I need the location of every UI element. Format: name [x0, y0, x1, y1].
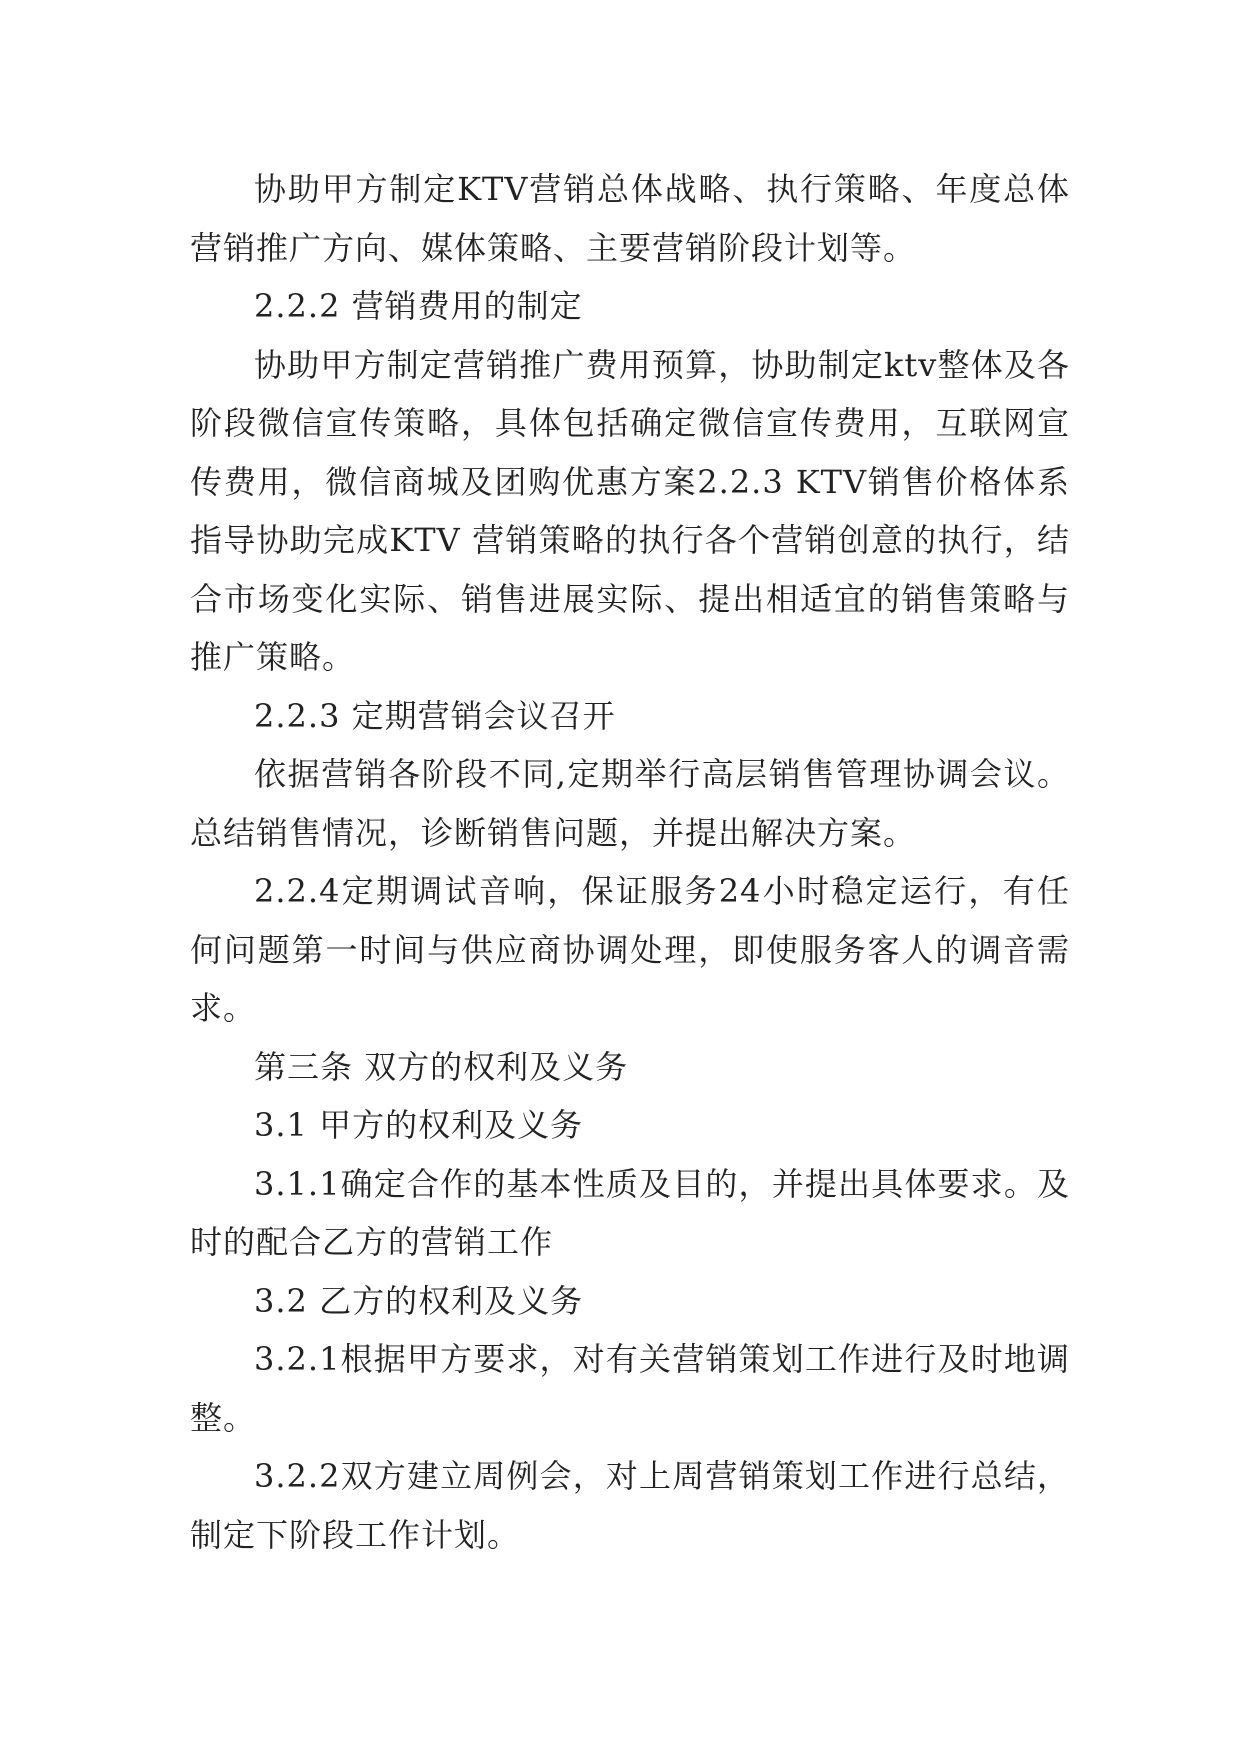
paragraph-meetings: 依据营销各阶段不同,定期举行高层销售管理协调会议。总结销售情况，诊断销售问题，并提出解决方案。	[190, 755, 1070, 852]
heading-3-2: 3.2 乙方的权利及义务	[254, 1281, 584, 1320]
heading-article-3: 第三条 双方的权利及义务	[254, 1047, 629, 1086]
heading-2-2-2: 2.2.2 营销费用的制定	[254, 287, 583, 325]
heading-3-1: 3.1 甲方的权利及义务	[254, 1106, 584, 1144]
paragraph-3-2-1: 3.2.1根据甲方要求，对有关营销策划工作进行及时地调整。	[190, 1340, 1070, 1437]
document-body	[190, 160, 1070, 1564]
paragraph-2-2-4: 2.2.4定期调试音响，保证服务24小时稳定运行，有任何问题第一时间与供应商协调处理，即使服务客人的调音需求。	[190, 872, 1070, 1027]
paragraph-3-2-2: 3.2.2双方建立周例会，对上周营销策划工作进行总结，制定下阶段工作计划。	[190, 1457, 1070, 1554]
paragraph-3-1-1: 3.1.1确定合作的基本性质及目的，并提出具体要求。及时的配合乙方的营销工作	[190, 1164, 1070, 1261]
heading-2-2-3: 2.2.3 定期营销会议召开	[254, 696, 616, 735]
paragraph-strategy: 协助甲方制定KTV营销总体战略、执行策略、年度总体营销推广方向、媒体策略、主要营销阶段计划等。	[190, 170, 1070, 267]
paragraph-budget: 协助甲方制定营销推广费用预算，协助制定ktv整体及各阶段微信宣传策略，具体包括确定微信宣传费用，互联网宣传费用，微信商城及团购优惠方案2.2.3 KTV销售价格体系指导协助完成KTV 营销策略的执行各个营销创意的执行，结合市场变化实际、销售进展实际、提出相适宜的销售策略与推广策略。	[190, 345, 1070, 676]
